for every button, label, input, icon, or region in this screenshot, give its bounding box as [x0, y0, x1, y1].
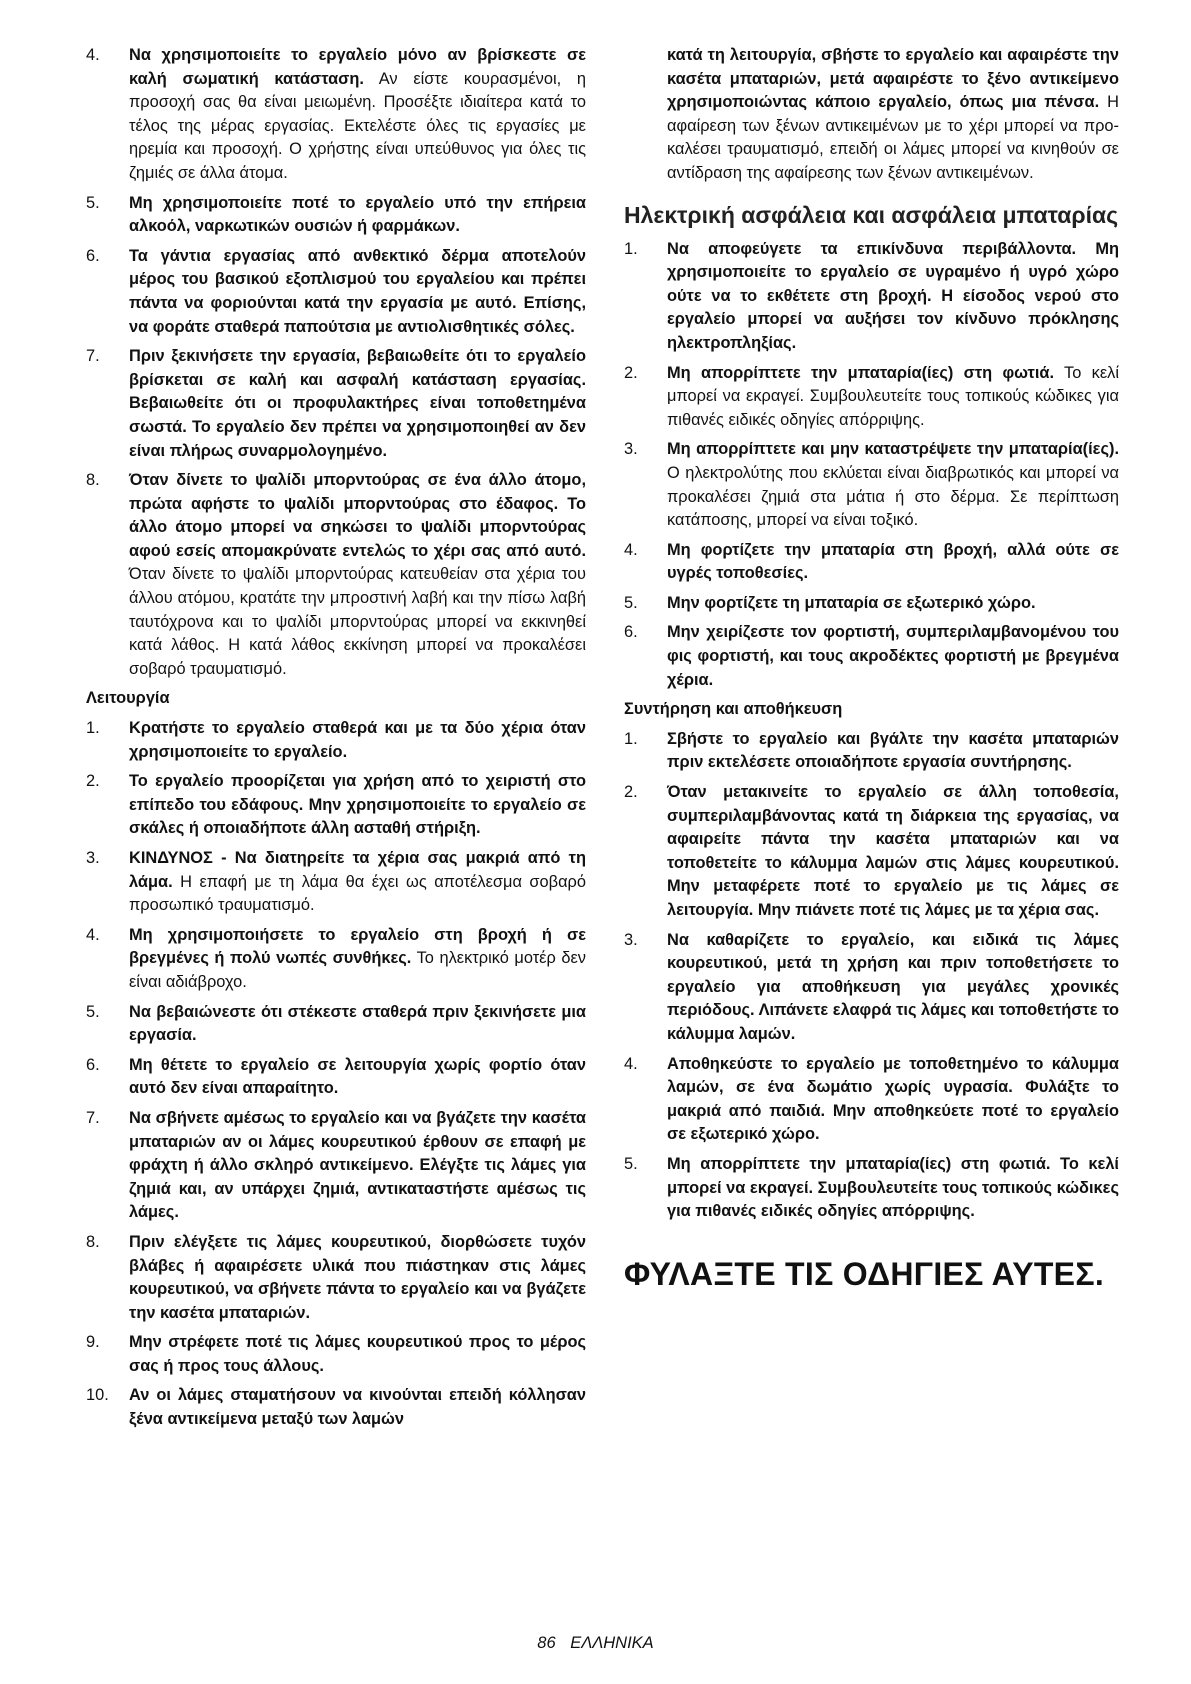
item-bold-text: Μην χειρίζεστε τον φορτιστή, συμπεριλαμβανομένου του φις φορτιστή, και τους ακροδέκτες φορτιστή με βρεγμένα χέρια. [667, 623, 1119, 689]
item-text [129, 847, 586, 918]
item-bold-text: Σβήστε το εργαλείο και βγάλτε την κασέτα μπαταριών πριν εκτελέσετε οποιαδήποτε εργασία συντήρησης. [667, 729, 1119, 772]
item-number: 7. [86, 1108, 100, 1127]
item-text [129, 44, 586, 186]
item-number: 4. [86, 46, 100, 64]
item-text [667, 362, 1119, 433]
item-bold-text: Μην στρέφετε ποτέ τις λάμες κουρευτικού προς το μέρος σας ή προς τους άλλους. [129, 1333, 586, 1375]
list-item [624, 238, 1119, 356]
item-bold-text: ΚΙΝΔΥΝΟΣ - Να διατηρείτε τα χέρια σας μακριά από τη λάμα. [129, 849, 586, 891]
list-item [86, 1384, 586, 1431]
left-column [86, 44, 586, 1438]
item-bold-text: Πριν ελέγξετε τις λάμες κουρευτικού, διορθώσετε τυχόν βλάβες ή αφαιρέσετε υλικά που πιάστηκαν στις λάμες κουρευτικού, να σβήνετε πάντα το εργαλείο και να βγάζετε την κασέτα μπαταριών. [129, 1232, 586, 1322]
page-footer [0, 1634, 1191, 1653]
item-text [129, 770, 586, 841]
save-instructions-heading: ΦΥΛΑΞΤΕ ΤΙΣ ΟΔΗΓΙΕΣ ΑΥΤΕΣ. [624, 1255, 1105, 1292]
item-text [667, 929, 1119, 1047]
item-text [129, 1384, 586, 1431]
list-item [624, 1053, 1119, 1147]
list-item [86, 469, 586, 681]
list-item [624, 781, 1119, 923]
item-number: 9. [86, 1333, 100, 1352]
item-bold-text: Να βεβαιώνεστε ότι στέκεστε σταθερά πριν ξεκινήσετε μια εργασία. [129, 1002, 586, 1045]
list-item [624, 438, 1119, 532]
item-bold-text: Μη χρησιμοποιείτε ποτέ το εργαλείο υπό την επήρεια αλκοόλ, ναρκωτικών ουσιών ή φαρμάκων. [129, 193, 586, 236]
item-text [667, 539, 1119, 586]
list-item [86, 1331, 586, 1378]
item-text [129, 1001, 586, 1048]
item-number: 7. [86, 347, 100, 366]
item-bold-text: Πριν ξεκινήσετε την εργασία, βεβαιωθείτε ότι το εργαλείο βρίσκεται σε καλή και ασφαλή κατάσταση εργασίας. Βεβαιωθείτε ότι οι προφυλακτήρες είναι τοποθετημένα σωστά. Το εργαλείο δεν πρέπει να χρησιμοποιηθεί αν δεν είναι πλήρως συναρμολογημένο. [129, 347, 586, 460]
item-normal-text: Ο ηλεκτρολύτης που εκλύεται είναι διαβρωτικός και μπορεί να προκαλέσει ζημιά στα μάτια ή στο δέρμα. Σε περίπτωση κατάποσης, μπορεί να είναι τοξικό. [667, 463, 1119, 530]
item-text [129, 1107, 586, 1225]
continued-bold-text: κατά τη λειτουργία, σβήστε το εργαλείο και αφαιρέστε την κασέτα μπαταριών, μετά αφαιρέστε το ξένο αντικείμενο χρησιμοποιώντας κάποιο εργαλείο, όπως μια πένσα. [667, 46, 1119, 112]
item-text [667, 592, 1119, 616]
item-bold-text: Να καθαρίζετε το εργαλείο, και ειδικά τις λάμες κουρευτικού, μετά τη χρήση και πριν τοποθετήσετε το εργαλείο για αποθήκευση για μεγάλες χρονικές περιόδους. Λιπάνετε ελαφρά τις λάμες και τοποθετήστε το κάλυμμα λαμών. [667, 930, 1119, 1043]
item-text [667, 728, 1119, 775]
continued-normal-text: Η αφαίρεση των ξένων αντικειμένων με το χέρι μπορεί να προκαλέσει τραυματισμό, επειδή οι λάμες μπορεί να κινηθούν σε αντίδραση της αφαίρεσης των ξένων αντικειμένων. [667, 93, 1119, 182]
item-text [667, 1153, 1119, 1224]
item-text [129, 469, 586, 681]
item-bold-text: Να χρησιμοποιείτε το εργαλείο μόνο αν βρίσκεστε σε καλή σωματική κατάσταση. [129, 46, 586, 88]
item-number: 8. [86, 471, 100, 490]
item-normal-text: Το κελί μπορεί να εκραγεί. Συμβουλευτείτε τους τοπικούς κώδικες για πιθανές ειδικές οδηγίες απόρριψης. [667, 363, 1119, 429]
item-bold-text: Μη απορρίπτετε την μπαταρία(ίες) στη φωτιά. [667, 363, 1055, 382]
item-text [129, 192, 586, 239]
item-bold-text: Όταν δίνετε το ψαλίδι μπορντούρας σε ένα άλλο άτομο, πρώτα αφήστε το ψαλίδι μπορντούρας στο έδαφος. Το άλλο άτομο μπορεί να σηκώσει το ψαλίδι μπορντούρας αφού εσείς απομακρύνατε εντελώς το χέρι σας από αυτό. [129, 471, 586, 560]
list-item [624, 621, 1119, 692]
item-number: 10. [86, 1386, 109, 1405]
item-text [667, 1053, 1119, 1147]
maintenance-list [624, 728, 1119, 1224]
item-bold-text: Μη θέτετε το εργαλείο σε λειτουργία χωρίς φορτίο όταν αυτό δεν είναι απαραίτητο. [129, 1055, 586, 1098]
item-number: 5. [86, 193, 100, 212]
item-number: 2. [624, 363, 638, 382]
item-text [667, 781, 1119, 923]
list-item [86, 717, 586, 764]
list-item [86, 1231, 586, 1325]
item-text [129, 1231, 586, 1325]
item-bold-text: Να σβήνετε αμέσως το εργαλείο και να βγάζετε την κασέτα μπαταριών αν οι λάμες κουρευτικού έρθουν σε επαφή με φράχτη ή άλλο σκληρό αντικείμενο. Ελέγξτε τις λάμες για ζημιά και, αν υπάρχει ζημιά, αντικαταστήστε αμέσως τις λάμες. [129, 1108, 586, 1222]
item-number: 1. [86, 719, 100, 738]
item-bold-text: Τα γάντια εργασίας από ανθεκτικό δέρμα αποτελούν μέρος του βασικού εξοπλισμού του εργαλείου και πρέπει πάντα να φοριούνται κατά την εργασία με αυτό. Επίσης, να φοράτε σταθερά παπούτσια με αντιολισθητικές σόλες. [129, 246, 586, 336]
item-number: 4. [624, 540, 638, 559]
continued-item [624, 44, 1119, 186]
item-text [667, 621, 1119, 692]
list-item [624, 362, 1119, 433]
page-number: 86 [537, 1634, 556, 1652]
item-bold-text: Μη απορρίπτετε την μπαταρία(ίες) στη φωτιά. Το κελί μπορεί να εκραγεί. Συμβουλευτείτε τους τοπικούς κώδικες για πιθανές ειδικές οδηγίες απόρριψης. [667, 1154, 1119, 1221]
item-normal-text: Η επαφή με τη λάμα θα έχει ως αποτέλεσμα σοβαρό προσωπικό τραυματισμό. [129, 872, 586, 915]
item-number: 1. [624, 729, 638, 748]
item-number: 5. [86, 1002, 100, 1021]
list-item [86, 770, 586, 841]
list-item [86, 192, 586, 239]
maintenance-heading: Συντήρηση και αποθήκευση [624, 700, 843, 719]
list-item [86, 245, 586, 339]
item-bold-text: Το εργαλείο προορίζεται για χρήση από το χειριστή στο επίπεδο του εδάφους. Μην χρησιμοποιείτε το εργαλείο σε σκάλες ή οποιαδήποτε άλλη ασταθή στήριξη. [129, 772, 586, 838]
item-number: 3. [624, 930, 638, 949]
item-number: 2. [86, 772, 100, 791]
item-text [129, 717, 586, 764]
item-text [667, 438, 1119, 532]
item-bold-text: Μην φορτίζετε τη μπαταρία σε εξωτερικό χώρο. [667, 593, 1036, 612]
right-column [624, 44, 1119, 1294]
list-item [624, 539, 1119, 586]
operation-list [86, 717, 586, 1432]
list-item [86, 44, 586, 186]
list-item [86, 1001, 586, 1048]
list-item [624, 728, 1119, 775]
item-number: 3. [86, 849, 100, 867]
item-number: 6. [86, 246, 100, 265]
item-bold-text: Μη φορτίζετε την μπαταρία στη βροχή, αλλά ούτε σε υγρές τοποθεσίες. [667, 540, 1119, 583]
electrical-safety-list [624, 238, 1119, 693]
list-item [86, 1107, 586, 1225]
safety-list-general [86, 44, 586, 681]
item-text [129, 1331, 586, 1378]
item-bold-text: Να αποφεύγετε τα επικίνδυνα περιβάλλοντα. Μη χρησιμοποιείτε το εργαλείο σε υγραμένο ή υγρό χώρο ούτε να το εκθέτετε στη βροχή. Η είσοδος νερού στο εργαλείο μπορεί να αυξήσει τον κίνδυνο πρόκλησης ηλεκτροπληξίας. [667, 239, 1119, 352]
item-number: 1. [624, 239, 638, 258]
list-item [86, 1054, 586, 1101]
item-normal-text: Όταν δίνετε το ψαλίδι μπορντούρας κατευθείαν στα χέρια του άλλου ατόμου, κρατάτε την μπροστινή λαβή και την πίσω λαβή ταυτόχρονα και το ψαλίδι μπορντούρας μπορεί να εκκινηθεί κατά λάθος. Η κατά λάθος εκκίνηση μπορεί να προκαλέσει σοβαρό τραυματισμό. [129, 565, 586, 678]
item-text [667, 238, 1119, 356]
list-item [86, 847, 586, 918]
electrical-safety-heading: Ηλεκτρική ασφάλεια και ασφάλεια μπαταρίας [624, 201, 1119, 228]
item-bold-text: Όταν μετακινείτε το εργαλείο σε άλλη τοποθεσία, συμπεριλαμβάνοντας κατά τη διάρκεια της εργασίας, να αφαιρείτε πάντα την κασέτα μπαταριών και να τοποθετείτε το κάλυμμα λαμών στις λάμες κουρευτικού. Μην μεταφέρετε ποτέ το εργαλείο με τις λάμες σε λειτουργία. Μην πιάνετε ποτέ τις λάμες με τα χέρια σας. [667, 783, 1119, 919]
item-bold-text: Αποθηκεύστε το εργαλείο με τοποθετημένο το κάλυμμα λαμών, σε ένα δωμάτιο χωρίς υγρασία. Φυλάξτε το μακριά από παιδιά. Μην αποθηκεύετε ποτέ το εργαλείο σε εξωτερικό χώρο. [667, 1054, 1119, 1144]
item-number: 6. [86, 1055, 100, 1074]
list-item [86, 345, 586, 463]
list-item [624, 929, 1119, 1047]
item-text [129, 345, 586, 463]
item-number: 5. [624, 593, 638, 612]
list-item [624, 1153, 1119, 1224]
item-bold-text: Μη απορρίπτετε και μην καταστρέψετε την μπαταρία(ίες). [667, 440, 1119, 459]
item-number: 4. [624, 1054, 638, 1073]
list-item [86, 924, 586, 995]
operation-heading: Λειτουργία [86, 689, 170, 708]
item-text [129, 924, 586, 995]
item-number: 6. [624, 623, 638, 642]
item-bold-text: Κρατήστε το εργαλείο σταθερά και με τα δύο χέρια όταν χρησιμοποιείτε το εργαλείο. [129, 719, 586, 761]
item-number: 4. [86, 925, 100, 944]
list-item [624, 592, 1119, 616]
item-text [129, 245, 586, 339]
item-number: 2. [624, 783, 638, 802]
item-normal-text: Αν είστε κουρασμένοι, η προσοχή σας θα είναι μειωμένη. Προσέξτε ιδιαίτερα κατά το τέλος της μέρας εργασίας. Εκτελέστε όλες τις εργασίες με ηρεμία και προσοχή. Ο χρήστης είναι υπεύθυνος για όλες τις ζημιές σε άλλα άτομα. [129, 69, 586, 182]
footer-language: ΕΛΛΗΝΙΚΑ [570, 1634, 654, 1652]
item-bold-text: Αν οι λάμες σταματήσουν να κινούνται επειδή κόλλησαν ξένα αντικείμενα μεταξύ των λαμών [129, 1386, 586, 1429]
item-number: 5. [624, 1154, 638, 1173]
item-number: 3. [624, 440, 638, 459]
item-bold-text: Μη χρησιμοποιήσετε το εργαλείο στη βροχή ή σε βρεγμένες ή πολύ νωπές συνθήκες. [129, 925, 586, 968]
item-normal-text: Το ηλεκτρικό μοτέρ δεν είναι αδιάβροχο. [129, 949, 586, 991]
item-text [129, 1054, 586, 1101]
item-number: 8. [86, 1232, 100, 1251]
